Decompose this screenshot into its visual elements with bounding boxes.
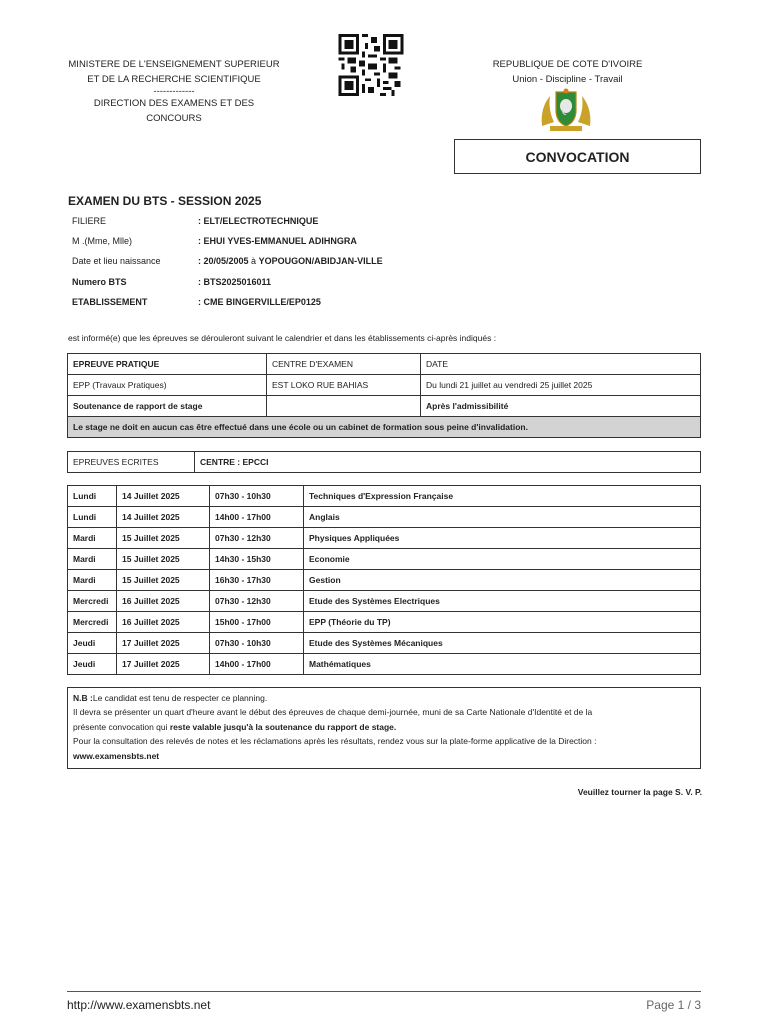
ministry-line-3: DIRECTION DES EXAMENS ET DES bbox=[93, 98, 255, 109]
nb-text: présente convocation qui bbox=[73, 721, 170, 732]
schedule-date: 15 Juillet 2025 bbox=[117, 549, 210, 570]
schedule-subject: Physiques Appliquées bbox=[304, 528, 701, 549]
schedule-day: Mercredi bbox=[68, 591, 117, 612]
warning-row bbox=[68, 417, 701, 438]
schedule-day: Mardi bbox=[68, 528, 117, 549]
table-header-row bbox=[68, 354, 701, 375]
info-label: ETABLISSEMENT bbox=[72, 297, 148, 307]
table-header-cell: EPREUVE PRATIQUE bbox=[68, 354, 267, 375]
info-value: : BTS2025016011 bbox=[198, 277, 272, 287]
ministry-line-1: MINISTERE DE L'ENSEIGNEMENT SUPERIEUR bbox=[68, 59, 280, 70]
schedule-row bbox=[68, 612, 701, 633]
table-header-cell: DATE bbox=[421, 354, 701, 375]
schedule-day: Mardi bbox=[68, 549, 117, 570]
schedule-date: 14 Juillet 2025 bbox=[117, 507, 210, 528]
nb-notice bbox=[67, 687, 701, 769]
schedule-date: 15 Juillet 2025 bbox=[117, 528, 210, 549]
convocation-title: CONVOCATION bbox=[454, 139, 701, 174]
schedule-row bbox=[68, 486, 701, 507]
birth-connector: à bbox=[248, 256, 259, 266]
schedule-day: Mardi bbox=[68, 570, 117, 591]
country-motto: Union - Discipline - Travail bbox=[512, 74, 623, 85]
qr-code-icon bbox=[338, 34, 404, 96]
schedule-subject: Gestion bbox=[304, 570, 701, 591]
schedule-time: 15h00 - 17h00 bbox=[210, 612, 304, 633]
nb-line-1 bbox=[73, 691, 695, 705]
schedule-day: Jeudi bbox=[68, 633, 117, 654]
schedule-day: Lundi bbox=[68, 486, 117, 507]
schedule-row bbox=[68, 591, 701, 612]
info-label: Numero BTS bbox=[72, 277, 127, 287]
schedule-time: 14h30 - 15h30 bbox=[210, 549, 304, 570]
table-cell bbox=[267, 396, 421, 417]
table-cell: Soutenance de rapport de stage bbox=[68, 396, 267, 417]
birth-place: YOPOUGON/ABIDJAN-VILLE bbox=[258, 256, 383, 266]
info-label: FILIERE bbox=[72, 216, 107, 226]
schedule-date: 17 Juillet 2025 bbox=[117, 654, 210, 675]
schedule-day: Jeudi bbox=[68, 654, 117, 675]
ministry-line-2: ET DE LA RECHERCHE SCIENTIFIQUE bbox=[87, 74, 261, 85]
country-name: REPUBLIQUE DE COTE D'IVOIRE bbox=[492, 59, 643, 70]
ministry-separator: ------------- bbox=[153, 86, 195, 97]
coat-of-arms-icon bbox=[536, 88, 596, 134]
schedule-row bbox=[68, 633, 701, 654]
schedule-subject: Anglais bbox=[304, 507, 701, 528]
info-label: M .(Mme, Mlle) bbox=[72, 236, 132, 246]
schedule-time: 14h00 - 17h00 bbox=[210, 507, 304, 528]
schedule-date: 15 Juillet 2025 bbox=[117, 570, 210, 591]
schedule-date: 17 Juillet 2025 bbox=[117, 633, 210, 654]
table-cell: Après l'admissibilité bbox=[421, 396, 701, 417]
table-cell: Du lundi 21 juillet au vendredi 25 juillet 2025 bbox=[421, 375, 701, 396]
table-cell: EST LOKO RUE BAHIAS bbox=[267, 375, 421, 396]
schedule-time: 07h30 - 12h30 bbox=[210, 528, 304, 549]
written-exams-label: EPREUVES ECRITES bbox=[68, 452, 195, 473]
info-value bbox=[198, 256, 383, 276]
table-header-cell: CENTRE D'EXAMEN bbox=[267, 354, 421, 375]
nb-line-3 bbox=[73, 720, 695, 734]
schedule-row bbox=[68, 570, 701, 591]
ministry-line-4: CONCOURS bbox=[146, 113, 202, 124]
republic-header bbox=[470, 57, 665, 87]
info-filiere bbox=[72, 216, 672, 236]
table-cell: EPP (Travaux Pratiques) bbox=[68, 375, 267, 396]
schedule-time: 16h30 - 17h30 bbox=[210, 570, 304, 591]
schedule-date: 16 Juillet 2025 bbox=[117, 612, 210, 633]
turn-page-note: Veuillez tourner la page S. V. P. bbox=[577, 787, 702, 797]
info-value: : ELT/ELECTROTECHNIQUE bbox=[198, 216, 319, 226]
written-exams-centre: CENTRE : EPCCI bbox=[195, 452, 701, 473]
table-row bbox=[68, 375, 701, 396]
schedule-table bbox=[67, 485, 701, 675]
schedule-subject: Techniques d'Expression Française bbox=[304, 486, 701, 507]
exam-title: EXAMEN DU BTS - SESSION 2025 bbox=[68, 194, 262, 208]
schedule-subject: Etude des Systèmes Electriques bbox=[304, 591, 701, 612]
footer-url: http://www.examensbts.net bbox=[67, 998, 211, 1012]
schedule-time: 07h30 - 10h30 bbox=[210, 633, 304, 654]
nb-label: N.B : bbox=[73, 693, 93, 703]
nb-emphasis: reste valable jusqu'à la soutenance du rapport de stage. bbox=[169, 721, 397, 732]
schedule-time: 07h30 - 10h30 bbox=[210, 486, 304, 507]
info-value: : EHUI YVES-EMMANUEL ADIHNGRA bbox=[198, 236, 357, 246]
schedule-date: 16 Juillet 2025 bbox=[117, 591, 210, 612]
schedule-row bbox=[68, 507, 701, 528]
info-birth bbox=[72, 256, 672, 276]
ministry-header bbox=[64, 57, 284, 126]
internship-warning: Le stage ne doit en aucun cas être effectué dans une école ou un cabinet de formation sous peine d'invalidation. bbox=[68, 417, 701, 438]
schedule-row bbox=[68, 528, 701, 549]
nb-website: www.examensbts.net bbox=[73, 750, 160, 761]
schedule-time: 14h00 - 17h00 bbox=[210, 654, 304, 675]
info-establishment bbox=[72, 297, 672, 317]
info-bts-number bbox=[72, 277, 672, 297]
table-row bbox=[68, 452, 701, 473]
schedule-day: Mercredi bbox=[68, 612, 117, 633]
schedule-subject: EPP (Théorie du TP) bbox=[304, 612, 701, 633]
schedule-subject: Mathématiques bbox=[304, 654, 701, 675]
birth-date: : 20/05/2005 bbox=[198, 256, 249, 266]
practical-exam-table bbox=[67, 353, 701, 438]
nb-line-4: Pour la consultation des relevés de notes et les réclamations après les résultats, rendez vous sur la plate-forme applicative de la Direction : bbox=[73, 736, 597, 747]
schedule-subject: Economie bbox=[304, 549, 701, 570]
info-label: Date et lieu naissance bbox=[72, 256, 161, 266]
schedule-row bbox=[68, 549, 701, 570]
nb-text: Le candidat est tenu de respecter ce planning. bbox=[92, 693, 268, 703]
table-row bbox=[68, 396, 701, 417]
schedule-row bbox=[68, 654, 701, 675]
schedule-date: 14 Juillet 2025 bbox=[117, 486, 210, 507]
written-exams-header bbox=[67, 451, 701, 473]
schedule-time: 07h30 - 12h30 bbox=[210, 591, 304, 612]
info-value: : CME BINGERVILLE/EP0125 bbox=[198, 297, 321, 307]
schedule-subject: Etude des Systèmes Mécaniques bbox=[304, 633, 701, 654]
page-number: Page 1 / 3 bbox=[646, 998, 701, 1012]
schedule-day: Lundi bbox=[68, 507, 117, 528]
footer-divider bbox=[67, 991, 701, 992]
info-candidate-name bbox=[72, 236, 672, 256]
nb-line-2: Il devra se présenter un quart d'heure avant le début des épreuves de chaque demi-journée, muni de sa Carte Nationale d'Identité et de la bbox=[73, 707, 593, 718]
intro-text: est informé(e) que les épreuves se dérouleront suivant le calendrier et dans les établissements ci-après indiqués : bbox=[68, 333, 497, 343]
